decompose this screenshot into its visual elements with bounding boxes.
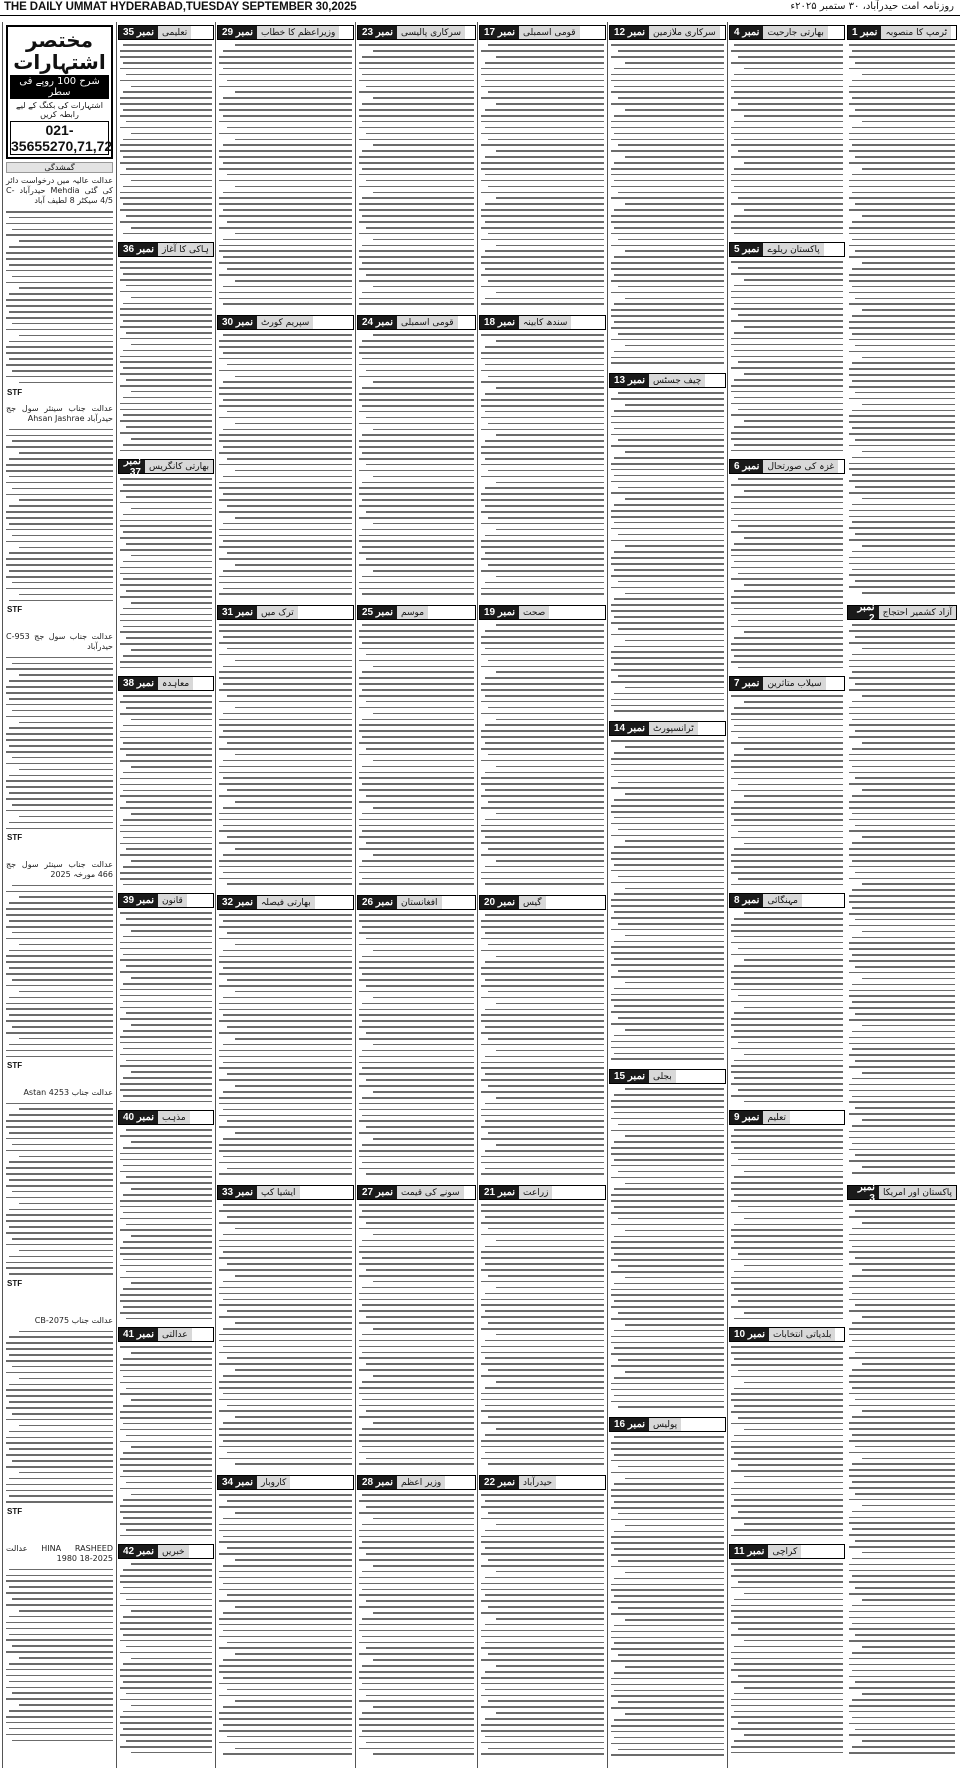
news-caption: سرکاری پالیسی bbox=[397, 26, 465, 39]
news-headline bbox=[729, 893, 845, 908]
news-caption: صحت bbox=[519, 606, 549, 619]
notice-body-text bbox=[3, 885, 116, 1057]
news-caption: ایشیا کپ bbox=[257, 1186, 299, 1199]
news-number: نمبر 28 bbox=[358, 1476, 397, 1489]
news-item bbox=[608, 370, 727, 718]
news-caption: وزیر اعظم bbox=[397, 1476, 445, 1489]
news-item bbox=[478, 22, 607, 312]
news-caption: خبریں bbox=[158, 1545, 189, 1558]
news-caption: سیلاب متاثرین bbox=[763, 677, 825, 690]
news-item bbox=[728, 1107, 846, 1324]
notice-text: عدالت عالیہ میں درخواست دائر کی گئی Mehdia حیدرآباد C-4/5 سیکٹر 8 لطیف آباد bbox=[6, 176, 113, 206]
news-number: نمبر 27 bbox=[358, 1186, 397, 1199]
news-headline bbox=[357, 605, 476, 620]
news-item bbox=[846, 602, 958, 1182]
news-item bbox=[478, 1472, 607, 1762]
news-body-text bbox=[216, 334, 355, 595]
news-item bbox=[356, 1472, 477, 1762]
news-number: نمبر 31 bbox=[218, 606, 257, 619]
news-headline bbox=[217, 605, 354, 620]
news-item bbox=[356, 892, 477, 1182]
news-body-text bbox=[846, 44, 958, 593]
news-number: نمبر 13 bbox=[610, 374, 649, 387]
news-body-text bbox=[117, 478, 215, 668]
news-item bbox=[608, 718, 727, 1066]
news-caption: بجلی bbox=[649, 1070, 676, 1083]
news-number: نمبر 40 bbox=[119, 1111, 158, 1124]
news-headline bbox=[479, 1185, 606, 1200]
news-item bbox=[117, 1107, 215, 1324]
masthead-bar bbox=[0, 0, 960, 16]
news-number: نمبر 26 bbox=[358, 896, 397, 909]
news-item bbox=[728, 22, 846, 239]
news-body-text bbox=[216, 624, 355, 885]
news-item bbox=[608, 22, 727, 370]
news-body-text bbox=[117, 695, 215, 885]
news-body-text bbox=[117, 44, 215, 234]
news-body-text bbox=[608, 740, 727, 1060]
news-headline bbox=[118, 1327, 214, 1342]
news-headline bbox=[609, 373, 726, 388]
news-headline bbox=[847, 1182, 957, 1204]
notice-text: عدالت جناب سینئر سول جج حیدرآباد Ahsan Jashrae bbox=[6, 404, 113, 424]
classified-notice bbox=[3, 1544, 116, 1768]
news-number: نمبر 15 bbox=[610, 1070, 649, 1083]
news-body-text bbox=[478, 914, 607, 1175]
news-body-text bbox=[216, 1204, 355, 1465]
news-item bbox=[216, 312, 355, 602]
news-item bbox=[728, 239, 846, 456]
news-item bbox=[216, 892, 355, 1182]
news-number: نمبر 24 bbox=[358, 316, 397, 329]
news-caption: غزہ کی صورتحال bbox=[763, 460, 838, 473]
news-item bbox=[478, 892, 607, 1182]
notice-stf-tag: STF bbox=[7, 1279, 23, 1289]
news-number: نمبر 7 bbox=[730, 677, 763, 690]
news-item bbox=[216, 22, 355, 312]
news-number: نمبر 38 bbox=[119, 677, 158, 690]
news-headline bbox=[479, 605, 606, 620]
news-number: نمبر 8 bbox=[730, 894, 763, 907]
news-headline bbox=[357, 25, 476, 40]
news-headline bbox=[479, 25, 606, 40]
news-headline bbox=[847, 25, 957, 40]
classified-notice bbox=[3, 1316, 116, 1544]
news-caption: ترک میں bbox=[257, 606, 298, 619]
news-caption: معاہدہ bbox=[158, 677, 193, 690]
news-item bbox=[728, 1324, 846, 1541]
classified-notice bbox=[3, 176, 116, 404]
news-number: نمبر 19 bbox=[480, 606, 519, 619]
classifieds-column bbox=[2, 22, 116, 1768]
news-number: نمبر 42 bbox=[119, 1545, 158, 1558]
news-body-text bbox=[356, 44, 477, 305]
news-item bbox=[846, 22, 958, 602]
notice-body-text bbox=[3, 1331, 116, 1503]
news-headline bbox=[118, 1544, 214, 1559]
news-body-text bbox=[846, 624, 958, 1173]
news-headline bbox=[118, 893, 214, 908]
news-caption: بھارتی جارحیت bbox=[763, 26, 827, 39]
news-number: نمبر 39 bbox=[119, 894, 158, 907]
news-item bbox=[608, 1414, 727, 1762]
news-item bbox=[728, 456, 846, 673]
news-number: نمبر 34 bbox=[218, 1476, 257, 1489]
news-headline bbox=[729, 1110, 845, 1125]
news-headline bbox=[609, 721, 726, 736]
news-number: نمبر 9 bbox=[730, 1111, 763, 1124]
news-item bbox=[478, 1182, 607, 1472]
notice-text: عدالت جناب 4253 Astan bbox=[23, 1088, 113, 1097]
news-item bbox=[117, 1541, 215, 1758]
news-item bbox=[216, 1182, 355, 1472]
news-body-text bbox=[478, 624, 607, 885]
news-caption: سرکاری ملازمین bbox=[649, 26, 720, 39]
news-body-text bbox=[478, 1204, 607, 1465]
notice-body-text bbox=[3, 429, 116, 601]
news-caption: قومی اسمبلی bbox=[397, 316, 458, 329]
news-headline bbox=[479, 1475, 606, 1490]
news-headline bbox=[847, 602, 957, 624]
notice-text: HINA RASHEED عدالت 2025-18 1980 bbox=[6, 1544, 113, 1564]
notice-body-text bbox=[3, 657, 116, 829]
news-body-text bbox=[728, 261, 846, 451]
news-headline bbox=[217, 315, 354, 330]
news-number: نمبر 21 bbox=[480, 1186, 519, 1199]
news-item bbox=[117, 22, 215, 239]
news-caption: چیف جسٹس bbox=[649, 374, 705, 387]
news-body-text bbox=[478, 1494, 607, 1755]
news-caption: سپریم کورٹ bbox=[257, 316, 313, 329]
news-caption: پاکستان اور امریکا bbox=[879, 1186, 956, 1199]
news-body-text bbox=[728, 912, 846, 1102]
news-number: نمبر 35 bbox=[119, 26, 158, 39]
news-headline bbox=[479, 315, 606, 330]
news-headline bbox=[118, 676, 214, 691]
news-caption: قومی اسمبلی bbox=[519, 26, 580, 39]
news-headline bbox=[609, 1417, 726, 1432]
news-caption: مہنگائی bbox=[763, 894, 802, 907]
news-number: نمبر 14 bbox=[610, 722, 649, 735]
news-caption: گیس bbox=[519, 896, 545, 909]
news-caption: مذہب bbox=[158, 1111, 190, 1124]
news-number: نمبر 12 bbox=[610, 26, 649, 39]
news-column-7 bbox=[116, 22, 215, 1768]
news-number: نمبر 18 bbox=[480, 316, 519, 329]
news-headline bbox=[729, 242, 845, 257]
news-body-text bbox=[356, 1204, 477, 1465]
news-caption: پولیس bbox=[649, 1418, 681, 1431]
news-body-text bbox=[356, 914, 477, 1175]
notice-stf-tag: STF bbox=[7, 1507, 23, 1517]
news-headline bbox=[217, 895, 354, 910]
news-body-text bbox=[608, 1088, 727, 1408]
notice-body-text bbox=[3, 1103, 116, 1275]
classified-ad-phone: 021-35655270,71,72 bbox=[11, 122, 113, 154]
classified-strip: گمشدگی bbox=[6, 162, 113, 173]
news-item bbox=[117, 239, 215, 456]
newspaper-page bbox=[2, 22, 958, 1768]
news-number: نمبر 25 bbox=[358, 606, 397, 619]
news-caption: کراچی bbox=[768, 1545, 801, 1558]
classified-notice bbox=[3, 632, 116, 860]
news-headline bbox=[729, 459, 845, 474]
news-item bbox=[117, 1324, 215, 1541]
news-headline bbox=[609, 25, 726, 40]
news-number: نمبر 3 bbox=[848, 1186, 879, 1199]
news-body-text bbox=[356, 1494, 477, 1755]
news-caption: بھارتی فیصلہ bbox=[257, 896, 315, 909]
news-headline bbox=[479, 895, 606, 910]
news-item bbox=[478, 602, 607, 892]
news-column-6 bbox=[215, 22, 355, 1768]
news-item bbox=[216, 602, 355, 892]
news-number: نمبر 6 bbox=[730, 460, 763, 473]
news-caption: وزیراعظم کا خطاب bbox=[257, 26, 339, 39]
news-caption: ہاکی کا آغاز bbox=[158, 243, 213, 256]
news-column-1 bbox=[846, 22, 958, 1768]
news-caption: سندھ کابینہ bbox=[519, 316, 571, 329]
news-caption: عدالتی bbox=[158, 1328, 192, 1341]
news-number: نمبر 11 bbox=[730, 1545, 768, 1558]
news-caption: زراعت bbox=[519, 1186, 552, 1199]
news-number: نمبر 29 bbox=[218, 26, 257, 39]
notice-body-text bbox=[3, 211, 116, 383]
news-number: نمبر 20 bbox=[480, 896, 519, 909]
news-number: نمبر 2 bbox=[848, 606, 879, 619]
news-item bbox=[117, 673, 215, 890]
news-number: نمبر 16 bbox=[610, 1418, 649, 1431]
news-caption: آزاد کشمیر احتجاج bbox=[879, 606, 956, 619]
news-caption: افغانستان bbox=[397, 896, 442, 909]
news-body-text bbox=[846, 1204, 958, 1753]
notice-stf-tag: STF bbox=[7, 605, 23, 615]
news-body-text bbox=[216, 914, 355, 1175]
news-item bbox=[846, 1182, 958, 1762]
classified-ad-title: مختصر اشتہارات bbox=[13, 28, 106, 74]
masthead-urdu: روزنامہ امت حیدرآباد، ۳۰ ستمبر ۲۰۲۵ء bbox=[790, 1, 954, 12]
notice-text: عدالت جناب CB-2075 bbox=[34, 1316, 113, 1325]
news-body-text bbox=[728, 1129, 846, 1319]
news-number: نمبر 22 bbox=[480, 1476, 519, 1489]
news-number: نمبر 37 bbox=[119, 460, 145, 473]
classified-notice bbox=[3, 1088, 116, 1316]
news-number: نمبر 5 bbox=[730, 243, 763, 256]
news-item bbox=[356, 312, 477, 602]
news-headline bbox=[118, 456, 214, 478]
news-body-text bbox=[728, 478, 846, 668]
news-caption: سونے کی قیمت bbox=[397, 1186, 464, 1199]
news-body-text bbox=[117, 1346, 215, 1536]
news-item bbox=[117, 456, 215, 673]
news-headline bbox=[357, 1185, 476, 1200]
news-column-2 bbox=[727, 22, 846, 1768]
news-headline bbox=[357, 315, 476, 330]
news-caption: بلدیاتی انتخابات bbox=[769, 1328, 835, 1341]
news-headline bbox=[118, 242, 214, 257]
news-number: نمبر 1 bbox=[848, 26, 881, 39]
news-caption: حیدرآباد bbox=[519, 1476, 556, 1489]
notice-body-text bbox=[3, 1569, 116, 1741]
news-headline bbox=[729, 1544, 845, 1559]
news-number: نمبر 10 bbox=[730, 1328, 769, 1341]
news-body-text bbox=[117, 1129, 215, 1319]
news-number: نمبر 36 bbox=[119, 243, 158, 256]
news-headline bbox=[357, 1475, 476, 1490]
news-caption: تعلیمی bbox=[158, 26, 191, 39]
notice-stf-tag: STF bbox=[7, 1061, 23, 1071]
news-caption: ٹرانسپورٹ bbox=[649, 722, 698, 735]
news-column-5 bbox=[355, 22, 477, 1768]
news-number: نمبر 23 bbox=[358, 26, 397, 39]
news-body-text bbox=[216, 44, 355, 305]
news-headline bbox=[118, 25, 214, 40]
news-caption: ٹرمپ کا منصوبہ bbox=[881, 26, 951, 39]
notice-text: عدالت جناب سول جج C-953 حیدرآباد bbox=[6, 632, 113, 652]
news-caption: پاکستان ریلوے bbox=[763, 243, 823, 256]
news-headline bbox=[729, 1327, 845, 1342]
news-caption: موسم bbox=[397, 606, 428, 619]
notice-text: عدالت جناب سینئر سول جج 466 مورخہ 2025 bbox=[6, 860, 113, 880]
news-body-text bbox=[608, 44, 727, 364]
news-body-text bbox=[216, 1494, 355, 1755]
news-headline bbox=[217, 25, 354, 40]
classified-notice bbox=[3, 404, 116, 632]
news-body-text bbox=[478, 44, 607, 305]
classified-ad-note: اشتہارات کی بکنگ کے لیے رابطہ کریں bbox=[16, 101, 103, 119]
news-headline bbox=[217, 1185, 354, 1200]
news-number: نمبر 32 bbox=[218, 896, 257, 909]
news-caption: تعلیم bbox=[763, 1111, 790, 1124]
news-headline bbox=[609, 1069, 726, 1084]
news-headline bbox=[217, 1475, 354, 1490]
news-headline bbox=[357, 895, 476, 910]
news-item bbox=[117, 890, 215, 1107]
news-number: نمبر 17 bbox=[480, 26, 519, 39]
news-item bbox=[216, 1472, 355, 1762]
news-body-text bbox=[608, 392, 727, 712]
classified-ad-banner bbox=[6, 25, 113, 159]
news-item bbox=[478, 312, 607, 602]
news-number: نمبر 4 bbox=[730, 26, 763, 39]
news-caption: کاروبار bbox=[257, 1476, 290, 1489]
news-item bbox=[608, 1066, 727, 1414]
news-body-text bbox=[728, 1563, 846, 1753]
news-item bbox=[356, 602, 477, 892]
news-body-text bbox=[117, 1563, 215, 1753]
news-caption: بھارتی کانگریس bbox=[145, 460, 213, 473]
news-body-text bbox=[478, 334, 607, 595]
classified-notices bbox=[3, 176, 116, 1768]
news-headline bbox=[729, 25, 845, 40]
classified-notice bbox=[3, 860, 116, 1088]
news-column-4 bbox=[477, 22, 607, 1768]
notice-stf-tag: STF bbox=[7, 387, 23, 397]
news-headline bbox=[118, 1110, 214, 1125]
news-item bbox=[356, 22, 477, 312]
news-headline bbox=[729, 676, 845, 691]
news-body-text bbox=[356, 624, 477, 885]
news-body-text bbox=[117, 912, 215, 1102]
news-number: نمبر 41 bbox=[119, 1328, 158, 1341]
news-column-3 bbox=[607, 22, 727, 1768]
notice-stf-tag: STF bbox=[7, 833, 23, 843]
news-body-text bbox=[117, 261, 215, 451]
news-item bbox=[356, 1182, 477, 1472]
news-body-text bbox=[728, 44, 846, 234]
news-body-text bbox=[356, 334, 477, 595]
masthead-title: THE DAILY UMMAT HYDERABAD,TUESDAY SEPTEMBER 30,2025 bbox=[4, 1, 357, 13]
news-body-text bbox=[728, 1346, 846, 1536]
news-body-text bbox=[728, 695, 846, 885]
classified-ad-rate: شرح 100 روپے فی سطر bbox=[10, 75, 109, 99]
news-item bbox=[728, 1541, 846, 1758]
news-number: نمبر 30 bbox=[218, 316, 257, 329]
news-item bbox=[728, 890, 846, 1107]
news-number: نمبر 33 bbox=[218, 1186, 257, 1199]
news-body-text bbox=[608, 1436, 727, 1756]
news-item bbox=[728, 673, 846, 890]
news-caption: قانون bbox=[158, 894, 187, 907]
